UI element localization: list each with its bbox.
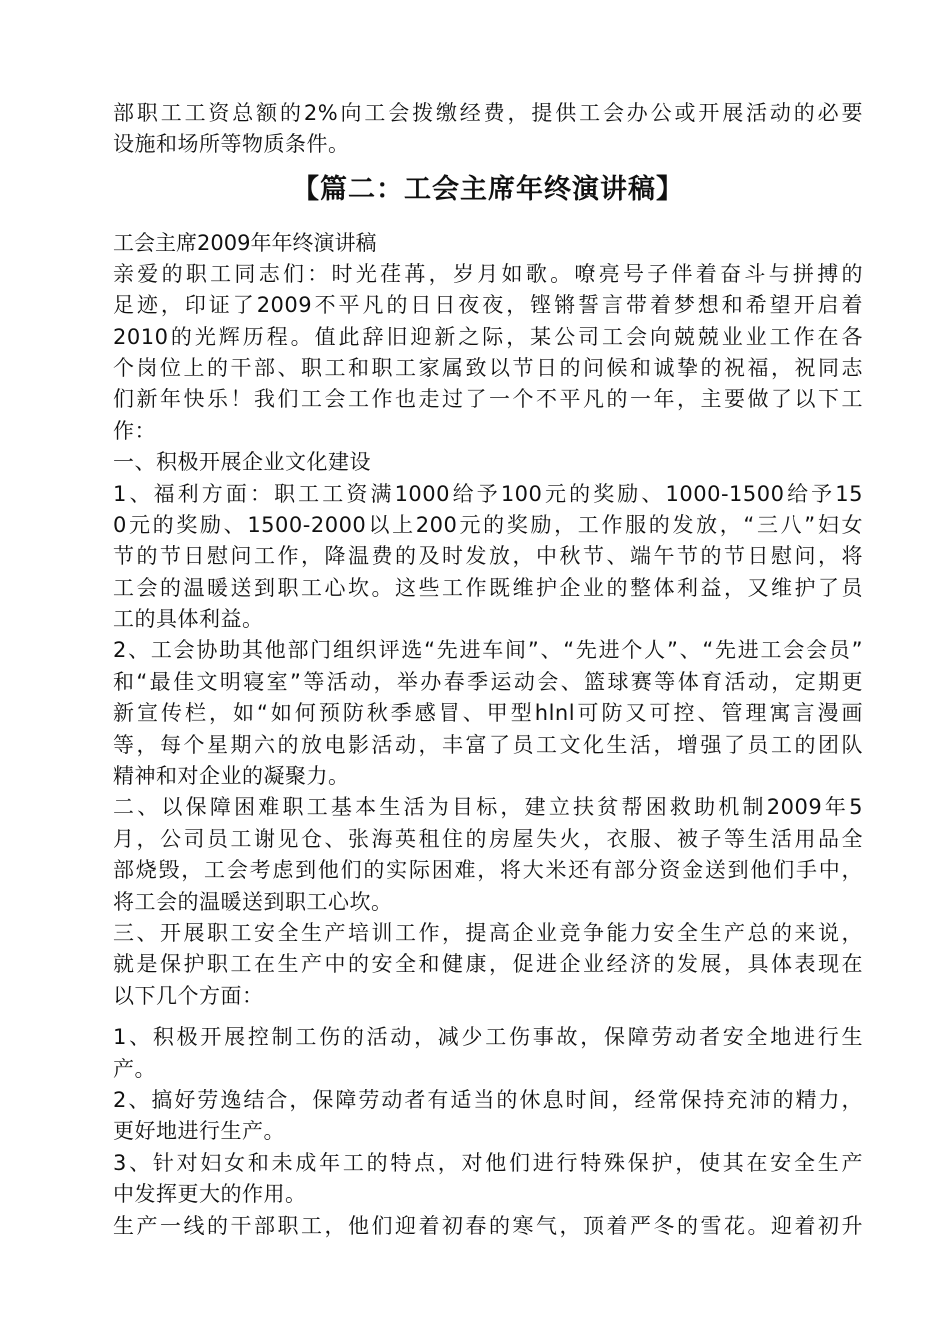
body-line: 个岗位上的干部、职工和职工家属致以节日的问候和诚挚的祝福，祝同志 (113, 355, 863, 380)
body-line: 月，公司员工谢见仓、张海英租住的房屋失火，衣服、被子等生活用品全 (113, 826, 863, 851)
body-line: 新宣传栏，如“如何预防秋季感冒、甲型hlnl可防又可控、管理寓言漫画 (113, 701, 863, 726)
speech-title: 工会主席2009年年终演讲稿 (113, 230, 377, 255)
body-line: 以下几个方面： (113, 983, 264, 1008)
body-line: 等，每个星期六的放电影活动，丰富了员工文化生活，增强了员工的团队 (113, 732, 863, 757)
section-item-heading: 三、开展职工安全生产培训工作，提高企业竞争能力安全生产总的来说， (113, 920, 863, 945)
body-line: 们新年快乐！我们工会工作也走过了一个不平凡的一年，主要做了以下工 (113, 387, 863, 412)
body-line: 2、工会协助其他部门组织评选“先进车间”、“先进个人”、“先进工会会员” (113, 638, 863, 663)
body-line: 将工会的温暖送到职工心坎。 (113, 889, 393, 914)
body-line: 产。 (113, 1056, 156, 1081)
body-line: 亲爱的职工同志们：时光荏苒，岁月如歌。嘹亮号子伴着奋斗与拼搏的 (113, 261, 863, 286)
body-line: 就是保护职工在生产中的安全和健康，促进企业经济的发展，具体表现在 (113, 952, 863, 977)
body-line: 工会的温暖送到职工心坎。这些工作既维护企业的整体利益，又维护了员 (113, 575, 863, 600)
paragraph-gap (113, 1012, 863, 1022)
intro-line: 设施和场所等物质条件。 (113, 132, 350, 157)
body-line: 1、积极开展控制工伤的活动，减少工伤事故，保障劳动者安全地进行生 (113, 1025, 863, 1050)
body-line: 工的具体利益。 (113, 607, 264, 632)
body-line: 0元的奖励、1500-2000以上200元的奖励，工作服的发放，“三八”妇女 (113, 512, 863, 537)
document-text-block (113, 98, 863, 1242)
body-line: 节的节日慰问工作，降温费的及时发放，中秋节、端午节的节日慰问，将 (113, 544, 863, 569)
body-line: 和“最佳文明寝室”等活动，举办春季运动会、篮球赛等体育活动，定期更 (113, 669, 863, 694)
body-line: 3、针对妇女和未成年工的特点，对他们进行特殊保护，使其在安全生产 (113, 1150, 863, 1175)
body-line: 精神和对企业的凝聚力。 (113, 764, 350, 789)
body-line: 更好地进行生产。 (113, 1119, 285, 1144)
section-item-heading: 二、以保障困难职工基本生活为目标，建立扶贫帮困救助机制2009年5 (113, 795, 863, 820)
intro-line: 部职工工资总额的2%向工会拨缴经费，提供工会办公或开展活动的必要 (113, 101, 863, 125)
body-line: 部烧毁，工会考虑到他们的实际困难，将大米还有部分资金送到他们手中， (113, 858, 863, 883)
body-line: 中发挥更大的作用。 (113, 1182, 307, 1207)
body-line: 1、福利方面：职工工资满1000给予100元的奖励、1000-1500给予15 (113, 481, 863, 506)
section-heading: 【篇二：工会主席年终演讲稿】 (292, 173, 684, 205)
body-line: 生产一线的干部职工，他们迎着初春的寒气，顶着严冬的雪花。迎着初升 (113, 1213, 863, 1238)
body-line: 2、搞好劳逸结合，保障劳动者有适当的休息时间，经常保持充沛的精力， (113, 1087, 863, 1112)
body-line: 作： (113, 418, 156, 443)
section-item-heading: 一、积极开展企业文化建设 (113, 450, 371, 475)
body-line: 2010的光辉历程。值此辞旧迎新之际，某公司工会向兢兢业业工作在各 (113, 324, 863, 349)
body-line: 足迹，印证了2009不平凡的日日夜夜，铿锵誓言带着梦想和希望开启着 (113, 293, 863, 318)
